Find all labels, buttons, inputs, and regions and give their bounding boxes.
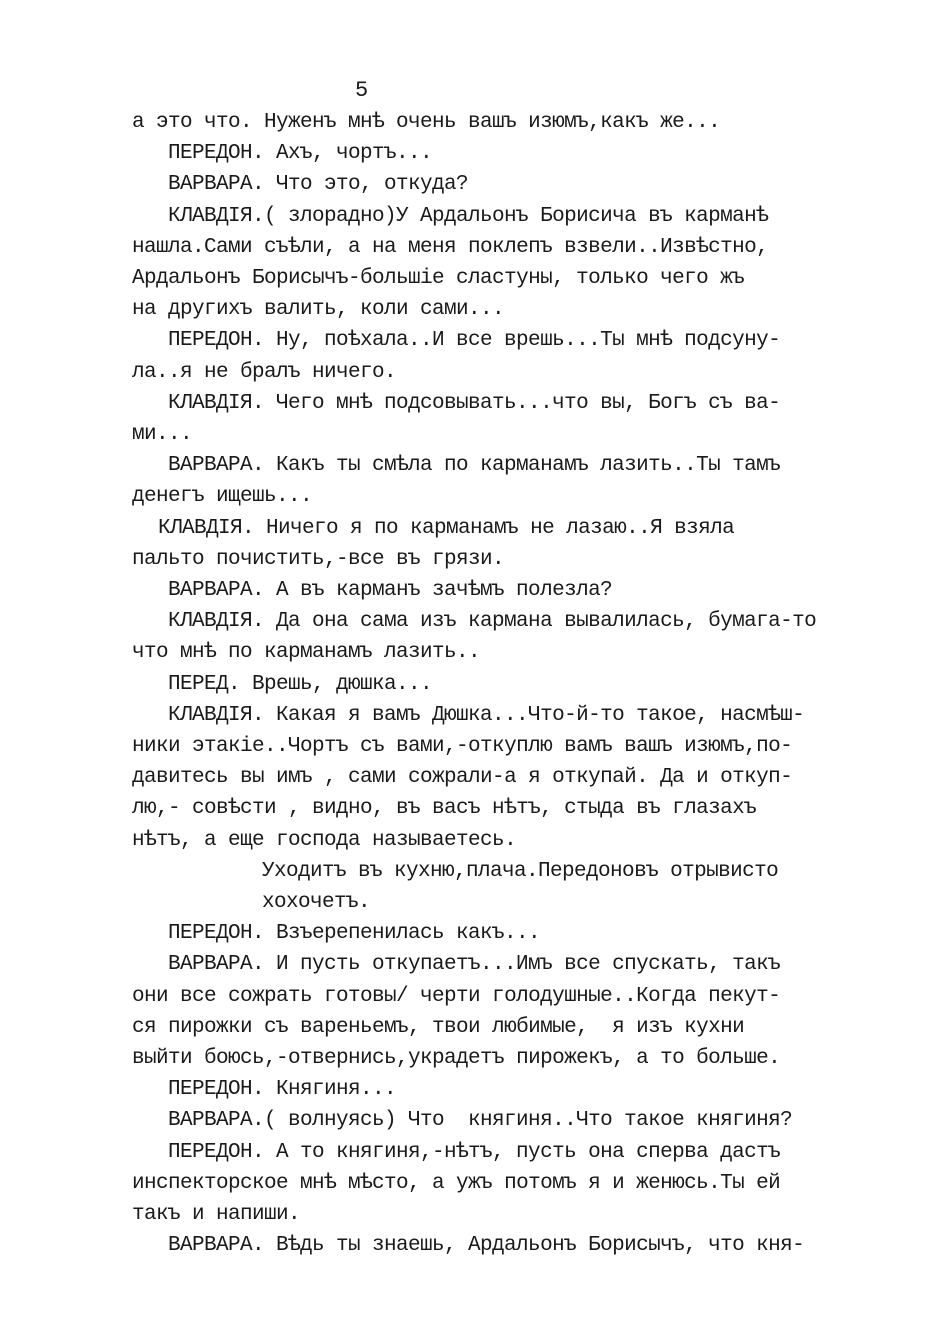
text-line: ВАРВАРА.( волнуясь) Что княгиня..Что такое княгиня? (168, 1109, 793, 1132)
text-line: что мнѣ по карманамъ лазить.. (132, 641, 481, 664)
page-number: 5 (355, 78, 369, 103)
text-line: КЛАВДIЯ. Ничего я по карманамъ не лазаю..Я взяла (158, 517, 735, 540)
text-line: ПЕРЕД. Врешь, дюшка... (168, 673, 433, 696)
text-line: ВАРВАРА. Что это, откуда? (168, 173, 469, 196)
text-line: нѣтъ, а еще господа называетесь. (132, 829, 517, 852)
text-line: лю,- совѣсти , видно, въ васъ нѣтъ, стыда въ глазахъ (132, 797, 757, 820)
text-line: а это что. Нуженъ мнѣ очень вашъ изюмъ,какъ же... (132, 111, 721, 134)
text-line: ПЕРЕДОН. Княгиня... (168, 1078, 397, 1101)
text-line: ла..я не бралъ ничего. (132, 361, 397, 384)
text-line: КЛАВДIЯ. Да она сама изъ кармана вывалилась, бумага-то (168, 610, 817, 633)
text-line: ВАРВАРА. Какъ ты смѣла по карманамъ лазить..Ты тамъ (168, 454, 781, 477)
text-line: ВАРВАРА. А въ карманъ зачѣмъ полезла? (168, 579, 613, 602)
text-line: КЛАВДIЯ. Какая я вамъ Дюшка...Что-й-то такое, насмѣш- (168, 704, 805, 727)
text-line: Ардальонъ Борисычъ-большiе сластуны, только чего жъ (132, 267, 745, 290)
text-line: ники этакiе..Чортъ съ вами,-откуплю вамъ вашъ изюмъ,по- (132, 735, 793, 758)
text-line: пальто почистить,-все въ грязи. (132, 548, 505, 571)
stage-direction-line: хохочетъ. (262, 891, 371, 914)
text-line: денегъ ищешь... (132, 485, 313, 508)
stage-direction-line: Уходитъ въ кухню,плача.Передоновъ отрывисто (262, 860, 779, 883)
text-line: ся пирожки съ вареньемъ, твои любимые, я изъ кухни (132, 1016, 745, 1039)
text-line: КЛАВДIЯ. Чего мнѣ подсовывать...что вы, Богъ съ ва- (168, 392, 781, 415)
text-line: выйти боюсь,-отвернись,украдетъ пирожекъ, а то больше. (132, 1047, 781, 1070)
text-line: такъ и напиши. (132, 1203, 301, 1226)
text-line: инспекторское мнѣ мѣсто, а ужъ потомъ я и женюсь.Ты ей (132, 1172, 781, 1195)
text-line: давитесь вы имъ , сами сожрали-а я откупай. Да и откуп- (132, 766, 793, 789)
text-line: ПЕРЕДОН. Взъерепенилась какъ... (168, 922, 541, 945)
text-line: ПЕРЕДОН. Ахъ, чортъ... (168, 142, 433, 165)
text-line: ПЕРЕДОН. А то княгиня,-нѣтъ, пусть она сперва дастъ (168, 1141, 781, 1164)
text-line: ВАРВАРА. Вѣдь ты знаешь, Ардальонъ Борисычъ, что кня- (168, 1234, 805, 1257)
text-line: на другихъ валить, коли сами... (132, 298, 505, 321)
text-line: ПЕРЕДОН. Ну, поѣхала..И все врешь...Ты мнѣ подсуну- (168, 329, 781, 352)
text-line: они все сожрать готовы/ черти голодушные..Когда пекут- (132, 985, 781, 1008)
text-line: ВАРВАРА. И пусть откупаетъ...Имъ все спускать, такъ (168, 953, 781, 976)
text-line: нашла.Сами съѣли, а на меня поклепъ взвели..Извѣстно, (132, 236, 769, 259)
text-line: КЛАВДIЯ.( злорадно)У Ардальонъ Борисича въ карманѣ (168, 205, 769, 228)
text-line: ми... (132, 423, 193, 446)
